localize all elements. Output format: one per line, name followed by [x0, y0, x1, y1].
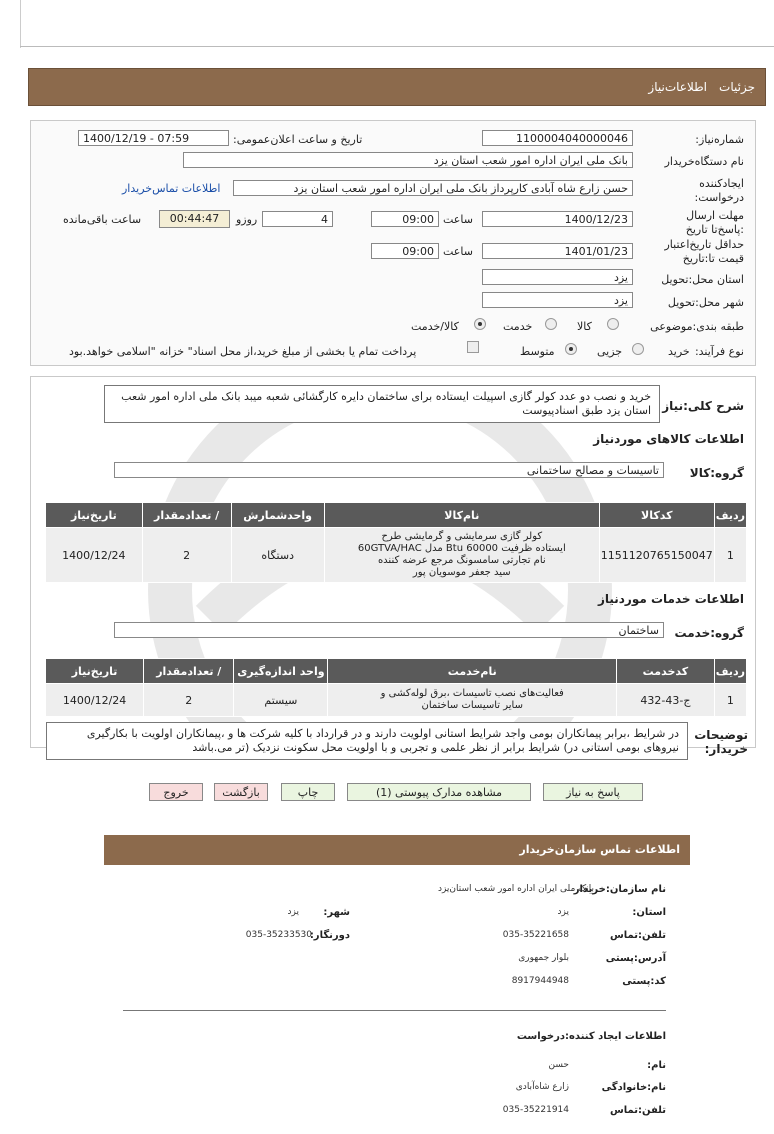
postal-value: 8917944948	[511, 976, 569, 986]
category-service-label: خدمت	[503, 320, 533, 333]
phone-value: 035-35221658	[502, 930, 569, 940]
services-group-label: گروه:خدمت	[674, 626, 744, 640]
city-field: یزد	[482, 292, 633, 308]
contact-title: اطلاعات تماس سازمان‌خریدار	[519, 843, 680, 856]
process-buy-label: خرید	[668, 345, 690, 358]
treasury-payment-checkbox[interactable]	[467, 341, 479, 353]
exit-button[interactable]: خروج	[149, 783, 203, 801]
announce-field: 1400/12/19 - 07:59	[78, 130, 229, 146]
goods-row-code: 1151120765150047	[599, 528, 714, 583]
address-value: بلوار جمهوری	[518, 953, 569, 963]
services-row-name-line2: سایر تاسیسات ساختمان	[421, 700, 523, 711]
validity-label: حداقل تاریخ‌اعتبار قیمت تا:تاریخ	[664, 238, 744, 265]
announce-label: تاریخ و ساعت اعلان‌عمومی:	[233, 133, 363, 146]
tab-details[interactable]: جزئیات	[719, 80, 755, 94]
validity-time-field: 09:00	[371, 243, 439, 259]
family-label: نام:خانوادگی	[601, 1082, 666, 1093]
fax-value: 035-35233530	[245, 930, 312, 940]
goods-row-name-line1: کولر گازی سرمایشی و گرمایشی طرح	[381, 531, 543, 542]
category-goods-service-label: کالا/خدمت	[411, 320, 459, 333]
address-label: آدرس:پستی	[605, 953, 666, 964]
postal-label: کد:پستی	[622, 976, 666, 987]
category-goods-label: کالا	[577, 320, 592, 333]
category-goods-service-radio[interactable]	[474, 318, 486, 330]
category-label: طبقه بندی:موضوعی	[650, 320, 744, 333]
goods-section-title: اطلاعات کالاهای موردنیاز	[593, 432, 744, 446]
remaining-time: 00:44:47	[159, 210, 230, 228]
contact-divider	[123, 1010, 666, 1011]
services-row-unit: سیستم	[234, 684, 328, 717]
goods-row-name-line4: سید جعفر موسویان پور	[412, 567, 511, 578]
services-col-name: نام‌خدمت	[328, 659, 617, 684]
city-info-value: یزد	[287, 907, 299, 917]
creator-phone-value: 035-35221914	[502, 1105, 569, 1115]
services-row-date: 1400/12/24	[46, 684, 144, 717]
treasury-payment-note: پرداخت تمام یا بخشی از مبلغ خرید،از محل اسناد" خزانه "اسلامی خواهد.بود	[69, 345, 417, 358]
category-service-radio[interactable]	[545, 318, 557, 330]
org-value: بانک ملی ایران اداره امور شعب استان‌یزد	[437, 884, 594, 894]
process-medium-label: متوسط	[520, 345, 555, 358]
services-row-qty: 2	[144, 684, 234, 717]
description-box: خرید و نصب دو عدد کولر گازی اسپیلت ایستاده برای ساختمان دایره کارگشائی شعبه میبد بانک ملی اداره امور شعب استان یزد طبق اسنادپیوست	[104, 385, 660, 423]
services-row-number: 1	[714, 684, 746, 717]
top-divider-vertical	[20, 0, 21, 48]
goods-col-date: تاریخ‌نیاز	[46, 503, 143, 528]
services-row-code: ج-43-432	[617, 684, 715, 717]
creator-field: حسن زارع شاه آبادی کارپرداز بانک ملی ایران اداره امور شعب استان یزد	[233, 180, 633, 196]
tab-need-info[interactable]: اطلاعات‌نیاز	[648, 80, 707, 94]
services-section-title: اطلاعات خدمات موردنیاز	[597, 592, 744, 606]
need-number-field: 1100004040000046	[482, 130, 633, 146]
services-table-header	[46, 659, 747, 684]
goods-row-name-line3: نام تجارتی سامسونگ مرجع عرضه کننده	[377, 555, 546, 566]
days-field: 4	[262, 211, 333, 227]
reply-button[interactable]: پاسخ به نیاز	[543, 783, 643, 801]
province-info-label: استان:	[632, 907, 666, 918]
goods-col-qty: / تعدادمقدار	[142, 503, 231, 528]
buyer-notes-box: در شرایط ،برابر پیمانکاران بومی واجد شرایط استانی اولویت دارند و در قرارداد با کلیه شرکت ها و ،پیمانکاران اولویت با بکارگیری نیروهای بومی استانی در) شرایط برابر از نظر علمی و تجربی و با اولویت محل سکونت نزدیک (تر می.باشد	[46, 722, 688, 760]
deadline-date-field: 1400/12/23	[482, 211, 633, 227]
name-label: نام:	[647, 1060, 666, 1071]
top-divider	[20, 46, 774, 47]
need-number-label: شماره‌نیاز:	[695, 133, 744, 146]
services-table	[45, 658, 747, 717]
remaining-label: ساعت باقی‌مانده	[63, 213, 142, 226]
services-row-name-line1: فعالیت‌های نصب تاسیسات ،برق لوله‌کشی و	[380, 688, 564, 699]
city-label: شهر محل:تحویل	[667, 296, 744, 309]
table-row	[46, 684, 747, 717]
goods-group-field: تاسیسات و مصالح ساختمانی	[114, 462, 664, 478]
goods-table-header	[46, 503, 747, 528]
goods-col-code: کدکالا	[599, 503, 714, 528]
goods-row-qty: 2	[142, 528, 231, 583]
fax-label: دورنگار:	[309, 930, 350, 941]
days-label: روزو	[236, 213, 258, 226]
print-button[interactable]: چاپ	[281, 783, 335, 801]
validity-date-field: 1401/01/23	[482, 243, 633, 259]
goods-row-unit: دستگاه	[231, 528, 324, 583]
province-info-value: یزد	[557, 907, 569, 917]
goods-table	[45, 502, 747, 583]
services-col-code: کدخدمت	[617, 659, 715, 684]
goods-row-number: 1	[714, 528, 746, 583]
description-label: شرح کلی:نیاز	[662, 399, 744, 413]
goods-col-unit: واحدشمارش	[231, 503, 324, 528]
creator-info-title: اطلاعات ایجاد کننده:درخواست	[516, 1031, 666, 1042]
province-label: استان محل:تحویل	[661, 273, 744, 286]
attachments-button[interactable]: مشاهده مدارک پیوستی (1)	[347, 783, 531, 801]
tabs-header	[28, 68, 766, 106]
goods-col-name: نام‌کالا	[324, 503, 599, 528]
phone-label: تلفن:تماس	[609, 930, 666, 941]
goods-row-name	[324, 528, 599, 583]
contact-header	[104, 835, 690, 865]
services-col-qty: / تعدادمقدار	[144, 659, 234, 684]
services-group-field: ساختمان	[114, 622, 664, 638]
city-info-label: شهر:	[323, 907, 350, 918]
goods-col-row: ردیف	[714, 503, 746, 528]
family-value: زارع شاه‌آبادی	[515, 1082, 569, 1092]
goods-row-name-line2: ایستاده ظرفیت 60000 Btu مدل 60GTVA/HAC	[357, 543, 566, 554]
deadline-time-label: ساعت	[443, 213, 473, 226]
province-field: یزد	[482, 269, 633, 285]
creator-phone-label: تلفن:تماس	[609, 1105, 666, 1116]
name-value: حسن	[548, 1060, 569, 1070]
table-row	[46, 528, 747, 583]
category-goods-radio[interactable]	[607, 318, 619, 330]
deadline-label: مهلت ارسال :پاسخ‌تا تاریخ	[685, 209, 744, 236]
buyer-field: بانک ملی ایران اداره امور شعب استان یزد	[183, 152, 633, 168]
buyer-notes-label: توضیحات خریدار:	[694, 728, 748, 756]
validity-time-label: ساعت	[443, 245, 473, 258]
process-partial-label: جزیی	[597, 345, 623, 358]
services-row-name	[328, 684, 617, 717]
goods-group-label: گروه:کالا	[689, 466, 744, 480]
goods-row-date: 1400/12/24	[46, 528, 143, 583]
deadline-time-field: 09:00	[371, 211, 439, 227]
process-medium-radio[interactable]	[565, 343, 577, 355]
buyer-contact-link[interactable]: اطلاعات تماس‌خریدار	[122, 182, 221, 195]
services-col-unit: واحد اندازه‌گیری	[234, 659, 328, 684]
services-col-row: ردیف	[714, 659, 746, 684]
back-button[interactable]: بازگشت	[214, 783, 268, 801]
process-partial-radio[interactable]	[632, 343, 644, 355]
org-label: نام سازمان:خریدار	[573, 884, 666, 895]
buyer-label: نام دستگاه‌خریدار	[664, 155, 744, 168]
services-col-date: تاریخ‌نیاز	[46, 659, 144, 684]
process-label: نوع فرآیند:	[694, 345, 744, 358]
creator-label: ایجادکننده درخواست:	[694, 177, 744, 204]
